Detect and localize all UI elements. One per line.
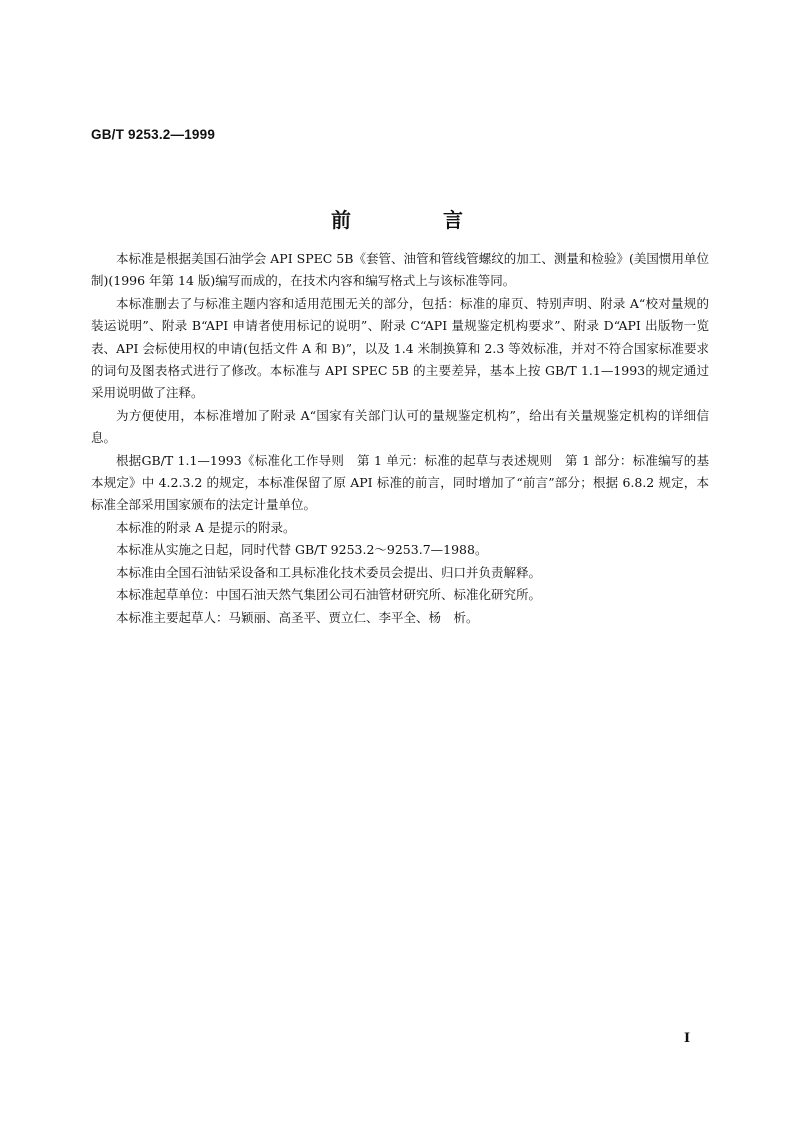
paragraph-drafting-units: 本标准起草单位：中国石油天然气集团公司石油管材研究所、标准化研究所。 xyxy=(116,587,542,603)
paragraph-drafting-rules: 根据GB/T 1.1—1993《标准化工作导则 第 1 单元：标准的起草与表述规则 第 1 部分：标准编写的基本规定》中 4.2.3.2 的规定，本标准保留了原 API 标准的前言，同时增加了“前言”部分；根据 6.8.2 规定，本标准全部采用国家颁布的法定计量单位。 xyxy=(91,452,709,513)
paragraph-annex-added: 为方便使用，本标准增加了附录 A“国家有关部门认可的量规鉴定机构”，给出有关量规鉴定机构的详细信息。 xyxy=(91,407,709,446)
standard-number: GB/T 9253.2—1999 xyxy=(91,127,216,142)
paragraph-basis: 本标准是根据美国石油学会 API SPEC 5B《套管、油管和管线管螺纹的加工、测量和检验》(美国惯用单位制)(1996 年第 14 版)编写而成的，在技术内容和编写格式上与该标准等同。 xyxy=(91,251,709,289)
page-number: I xyxy=(684,1031,691,1046)
page-title: 前 言 xyxy=(331,208,499,232)
foreword-body xyxy=(91,248,709,629)
paragraph-replacement: 本标准从实施之日起，同时代替 GB/T 9253.2～9253.7—1988。 xyxy=(116,542,488,558)
paragraph-annex-informative: 本标准的附录 A 是提示的附录。 xyxy=(116,519,296,535)
paragraph-deletions: 本标准删去了与标准主题内容和适用范围无关的部分，包括：标准的扉页、特别声明、附录 A“校对量规的装运说明”、附录 B“API 申请者使用标记的说明”、附录 C“API 量规鉴定机构要求”、附录 D“API 出版物一览表、API 会标使用权的申请(包括文件 A 和 B)”，以及 1.4 米制换算和 2.3 等效标准，并对不符合国家标准要求的词句及图表格式进行了修改。本标准与 API SPEC 5B 的主要差异，基本上按 GB/T 1.1—1993的规定通过采用说明做了注释。 xyxy=(91,295,709,401)
paragraph-proposed-by: 本标准由全国石油钻采设备和工具标准化技术委员会提出、归口并负责解释。 xyxy=(116,564,542,580)
paragraph-drafters: 本标准主要起草人：马颖丽、高圣平、贾立仁、李平全、杨 析。 xyxy=(116,609,479,625)
